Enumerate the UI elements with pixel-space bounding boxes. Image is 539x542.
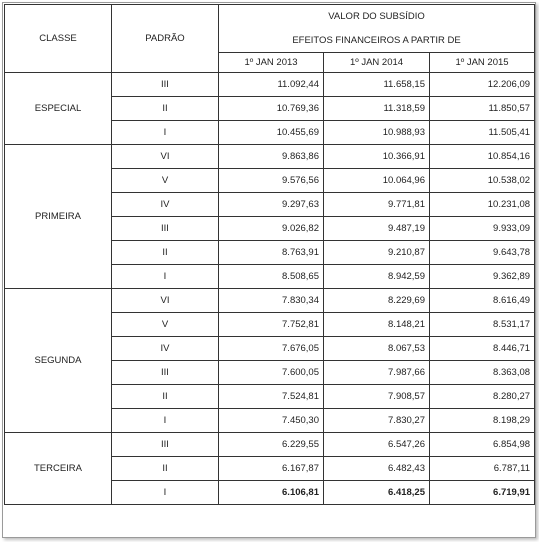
header-year-2015: 1º JAN 2015 — [430, 53, 535, 73]
value-2013-cell: 9.026,82 — [219, 217, 324, 241]
value-2014-cell: 10.064,96 — [324, 169, 430, 193]
value-2013-cell: 7.524,81 — [219, 385, 324, 409]
table-row — [5, 73, 535, 97]
value-2015-cell: 11.850,57 — [430, 97, 535, 121]
value-2014-cell: 6.547,26 — [324, 433, 430, 457]
value-2014-cell: 8.229,69 — [324, 289, 430, 313]
value-2014-cell: 8.148,21 — [324, 313, 430, 337]
value-2013-cell: 9.297,63 — [219, 193, 324, 217]
padrao-cell: I — [112, 265, 219, 289]
header-year-2014: 1º JAN 2014 — [324, 53, 430, 73]
value-2015-cell: 8.363,08 — [430, 361, 535, 385]
value-2013-cell: 6.106,81 — [219, 481, 324, 505]
header-year-2013: 1º JAN 2013 — [219, 53, 324, 73]
value-2015-cell: 8.531,17 — [430, 313, 535, 337]
value-2013-cell: 11.092,44 — [219, 73, 324, 97]
value-2013-cell: 6.229,55 — [219, 433, 324, 457]
value-2015-cell: 6.787,11 — [430, 457, 535, 481]
value-2015-cell: 10.854,16 — [430, 145, 535, 169]
value-2013-cell: 8.763,91 — [219, 241, 324, 265]
salary-table — [4, 4, 535, 505]
value-2015-cell: 9.933,09 — [430, 217, 535, 241]
value-2015-cell: 8.280,27 — [430, 385, 535, 409]
value-2015-cell: 8.616,49 — [430, 289, 535, 313]
value-2015-cell: 10.231,08 — [430, 193, 535, 217]
padrao-cell: II — [112, 97, 219, 121]
classe-cell: PRIMEIRA — [5, 145, 112, 289]
table-row — [5, 289, 535, 313]
padrao-cell: IV — [112, 337, 219, 361]
value-2013-cell: 7.830,34 — [219, 289, 324, 313]
padrao-cell: I — [112, 481, 219, 505]
padrao-cell: V — [112, 313, 219, 337]
value-2015-cell: 9.362,89 — [430, 265, 535, 289]
padrao-cell: III — [112, 361, 219, 385]
classe-cell: TERCEIRA — [5, 433, 112, 505]
table-body — [5, 73, 535, 505]
value-2014-cell: 7.908,57 — [324, 385, 430, 409]
padrao-cell: III — [112, 217, 219, 241]
padrao-cell: I — [112, 409, 219, 433]
padrao-cell: VI — [112, 145, 219, 169]
value-2013-cell: 8.508,65 — [219, 265, 324, 289]
header-valor: VALOR DO SUBSÍDIO — [219, 5, 535, 29]
value-2014-cell: 9.487,19 — [324, 217, 430, 241]
header-padrao: PADRÃO — [112, 5, 219, 73]
value-2015-cell: 12.206,09 — [430, 73, 535, 97]
padrao-cell: II — [112, 457, 219, 481]
padrao-cell: III — [112, 433, 219, 457]
header-efeitos: EFEITOS FINANCEIROS A PARTIR DE — [219, 29, 535, 53]
value-2014-cell: 7.830,27 — [324, 409, 430, 433]
value-2013-cell: 10.769,36 — [219, 97, 324, 121]
value-2014-cell: 10.988,93 — [324, 121, 430, 145]
padrao-cell: IV — [112, 193, 219, 217]
padrao-cell: V — [112, 169, 219, 193]
padrao-cell: II — [112, 241, 219, 265]
value-2014-cell: 8.942,59 — [324, 265, 430, 289]
value-2015-cell: 10.538,02 — [430, 169, 535, 193]
value-2014-cell: 7.987,66 — [324, 361, 430, 385]
value-2013-cell: 6.167,87 — [219, 457, 324, 481]
value-2014-cell: 9.771,81 — [324, 193, 430, 217]
classe-cell: ESPECIAL — [5, 73, 112, 145]
value-2014-cell: 11.318,59 — [324, 97, 430, 121]
value-2014-cell: 8.067,53 — [324, 337, 430, 361]
value-2013-cell: 9.576,56 — [219, 169, 324, 193]
padrao-cell: VI — [112, 289, 219, 313]
value-2014-cell: 6.418,25 — [324, 481, 430, 505]
value-2014-cell: 9.210,87 — [324, 241, 430, 265]
value-2013-cell: 10.455,69 — [219, 121, 324, 145]
table-row — [5, 145, 535, 169]
document-frame — [2, 2, 536, 538]
padrao-cell: I — [112, 121, 219, 145]
padrao-cell: II — [112, 385, 219, 409]
classe-cell: SEGUNDA — [5, 289, 112, 433]
value-2015-cell: 6.854,98 — [430, 433, 535, 457]
value-2015-cell: 6.719,91 — [430, 481, 535, 505]
padrao-cell: III — [112, 73, 219, 97]
value-2013-cell: 7.752,81 — [219, 313, 324, 337]
value-2014-cell: 10.366,91 — [324, 145, 430, 169]
value-2013-cell: 7.600,05 — [219, 361, 324, 385]
value-2015-cell: 11.505,41 — [430, 121, 535, 145]
table-row — [5, 433, 535, 457]
value-2015-cell: 9.643,78 — [430, 241, 535, 265]
header-classe: CLASSE — [5, 5, 112, 73]
value-2014-cell: 11.658,15 — [324, 73, 430, 97]
value-2014-cell: 6.482,43 — [324, 457, 430, 481]
value-2013-cell: 7.450,30 — [219, 409, 324, 433]
value-2013-cell: 7.676,05 — [219, 337, 324, 361]
value-2015-cell: 8.446,71 — [430, 337, 535, 361]
value-2015-cell: 8.198,29 — [430, 409, 535, 433]
value-2013-cell: 9.863,86 — [219, 145, 324, 169]
